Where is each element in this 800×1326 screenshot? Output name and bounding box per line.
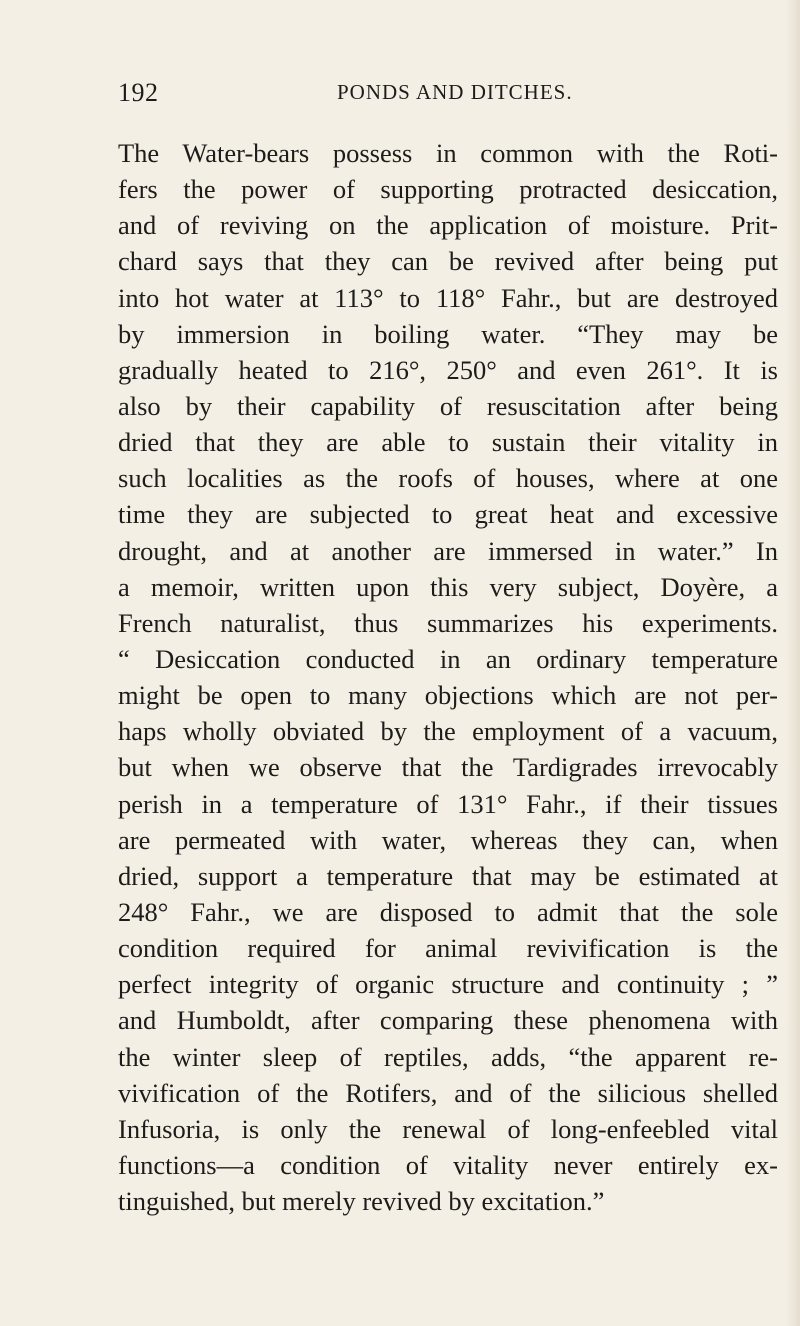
running-title: PONDS AND DITCHES. — [337, 80, 573, 104]
text-line: a memoir, written upon this very subject, Doyère, a — [118, 571, 778, 602]
text-line: might be open to many objections which are not per- — [118, 680, 778, 711]
text-line: haps wholly obviated by the employment of a vacuum, — [118, 716, 778, 747]
text-line: drought, and at another are immersed in water.” In — [118, 535, 778, 566]
text-line: such localities as the roofs of houses, where at one — [118, 463, 778, 494]
text-line: “ Desiccation conducted in an ordinary temperature — [118, 643, 778, 674]
text-line: the winter sleep of reptiles, adds, “the apparent re- — [118, 1041, 778, 1072]
body-text — [118, 135, 778, 1219]
text-line: chard says that they can be revived after being put — [118, 246, 778, 277]
text-line: and of reviving on the application of moisture. Prit- — [118, 210, 778, 241]
page-number: 192 — [118, 78, 159, 107]
text-line: perfect integrity of organic structure and continuity ; ” — [118, 969, 778, 1000]
text-line: vivification of the Rotifers, and of the silicious shelled — [118, 1077, 778, 1108]
text-line: by immersion in boiling water. “They may be — [118, 318, 778, 349]
text-line: and Humboldt, after comparing these phenomena with — [118, 1005, 778, 1036]
text-line: The Water-bears possess in common with the Roti- — [118, 138, 778, 168]
text-line: time they are subjected to great heat and excessive — [118, 499, 778, 530]
text-line: are permeated with water, whereas they can, when — [118, 824, 778, 855]
text-line: 248° Fahr., we are disposed to admit that the sole — [118, 896, 778, 927]
text-line: also by their capability of resuscitation after being — [118, 390, 778, 421]
text-line: dried, support a temperature that may be estimated at — [118, 860, 778, 891]
text-line: condition required for animal revivification is the — [118, 933, 778, 964]
page-edge-shadow — [786, 0, 800, 1326]
text-line: tinguished, but merely revived by excitation.” — [118, 1186, 605, 1217]
text-line: perish in a temperature of 131° Fahr., if their tissues — [118, 788, 778, 819]
running-head — [118, 78, 582, 112]
text-line: dried that they are able to sustain their vitality in — [118, 427, 778, 458]
text-line: into hot water at 113° to 118° Fahr., but are destroyed — [118, 282, 778, 313]
text-line: gradually heated to 216°, 250° and even 261°. It is — [118, 354, 778, 385]
text-line: Infusoria, is only the renewal of long-enfeebled vital — [118, 1113, 778, 1144]
text-line: functions—a condition of vitality never entirely ex- — [118, 1149, 778, 1180]
text-line: fers the power of supporting protracted desiccation, — [118, 174, 778, 205]
text-line: but when we observe that the Tardigrades irrevocably — [118, 752, 778, 783]
text-line: French naturalist, thus summarizes his experiments. — [118, 607, 778, 638]
